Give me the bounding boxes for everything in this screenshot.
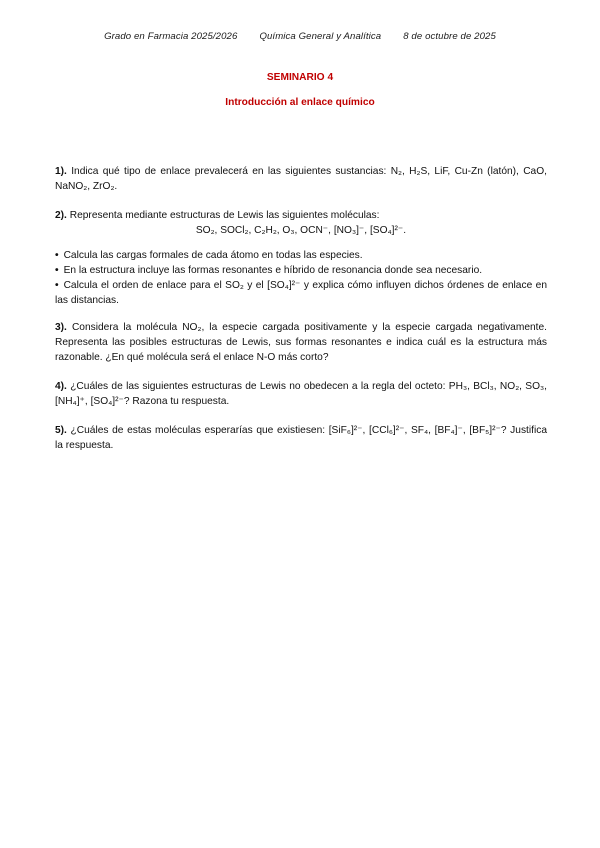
bullet-item: • Calcula el orden de enlace para el SO₂ y el [SO₄]²⁻ y explica cómo influyen dichos órdenes de enlace en las distancias. — [55, 278, 547, 308]
question-2-text: Representa mediante estructuras de Lewis las siguientes moléculas: — [69, 210, 380, 221]
questions-body — [55, 164, 547, 467]
question-3-number: 3). — [55, 322, 67, 333]
question-2 — [55, 208, 547, 238]
question-5 — [55, 423, 547, 453]
question-3-text: Considera la molécula NO₂, la especie cargada positivamente y la especie cargada negativamente. Representa las posibles estructuras de Lewis, sus formas resonantes e indica cuál es la estructura más razonable. ¿En qué molécula será el enlace N-O más corto? — [55, 322, 547, 363]
bullet-item: • Calcula las cargas formales de cada átomo en todas las especies. — [55, 248, 547, 263]
question-1-text: Indica qué tipo de enlace prevalecerá en las siguientes sustancias: N₂, H₂S, LiF, Cu-Zn (latón), CaO, NaNO₂, ZrO₂. — [55, 166, 547, 192]
question-3 — [55, 320, 547, 365]
header-subject: Química General y Analítica — [259, 31, 382, 42]
question-5-number: 5). — [55, 425, 67, 436]
question-5-text: ¿Cuáles de estas moléculas esperarías que existiesen: [SiF₆]²⁻, [CCl₆]²⁻, SF₄, [BF₄]⁻, [BF₅]²⁻? Justifica la respuesta. — [55, 425, 547, 451]
page-header — [0, 31, 600, 42]
seminar-title: SEMINARIO 4 — [266, 72, 334, 83]
question-2-number: 2). — [55, 210, 67, 221]
question-2-bullets — [55, 248, 547, 308]
header-course: Grado en Farmacia 2025/2026 — [104, 31, 238, 42]
question-4-text: ¿Cuáles de las siguientes estructuras de Lewis no obedecen a la regla del octeto: PH₃, BCl₃, NO₂, SO₃, [NH₄]⁺, [SO₄]²⁻? Razona tu respuesta. — [55, 381, 547, 407]
question-1-number: 1). — [55, 166, 67, 177]
bullet-item: • En la estructura incluye las formas resonantes e híbrido de resonancia donde sea necesario. — [55, 263, 547, 278]
question-2-molecules: SO₂, SOCl₂, C₂H₂, O₃, OCN⁻, [NO₃]⁻, [SO₄]²⁻. — [195, 225, 407, 236]
seminar-subtitle: Introducción al enlace químico — [225, 97, 375, 108]
header-date: 8 de octubre de 2025 — [403, 31, 496, 42]
question-4-number: 4). — [55, 381, 67, 392]
question-4 — [55, 379, 547, 409]
question-1 — [55, 164, 547, 194]
